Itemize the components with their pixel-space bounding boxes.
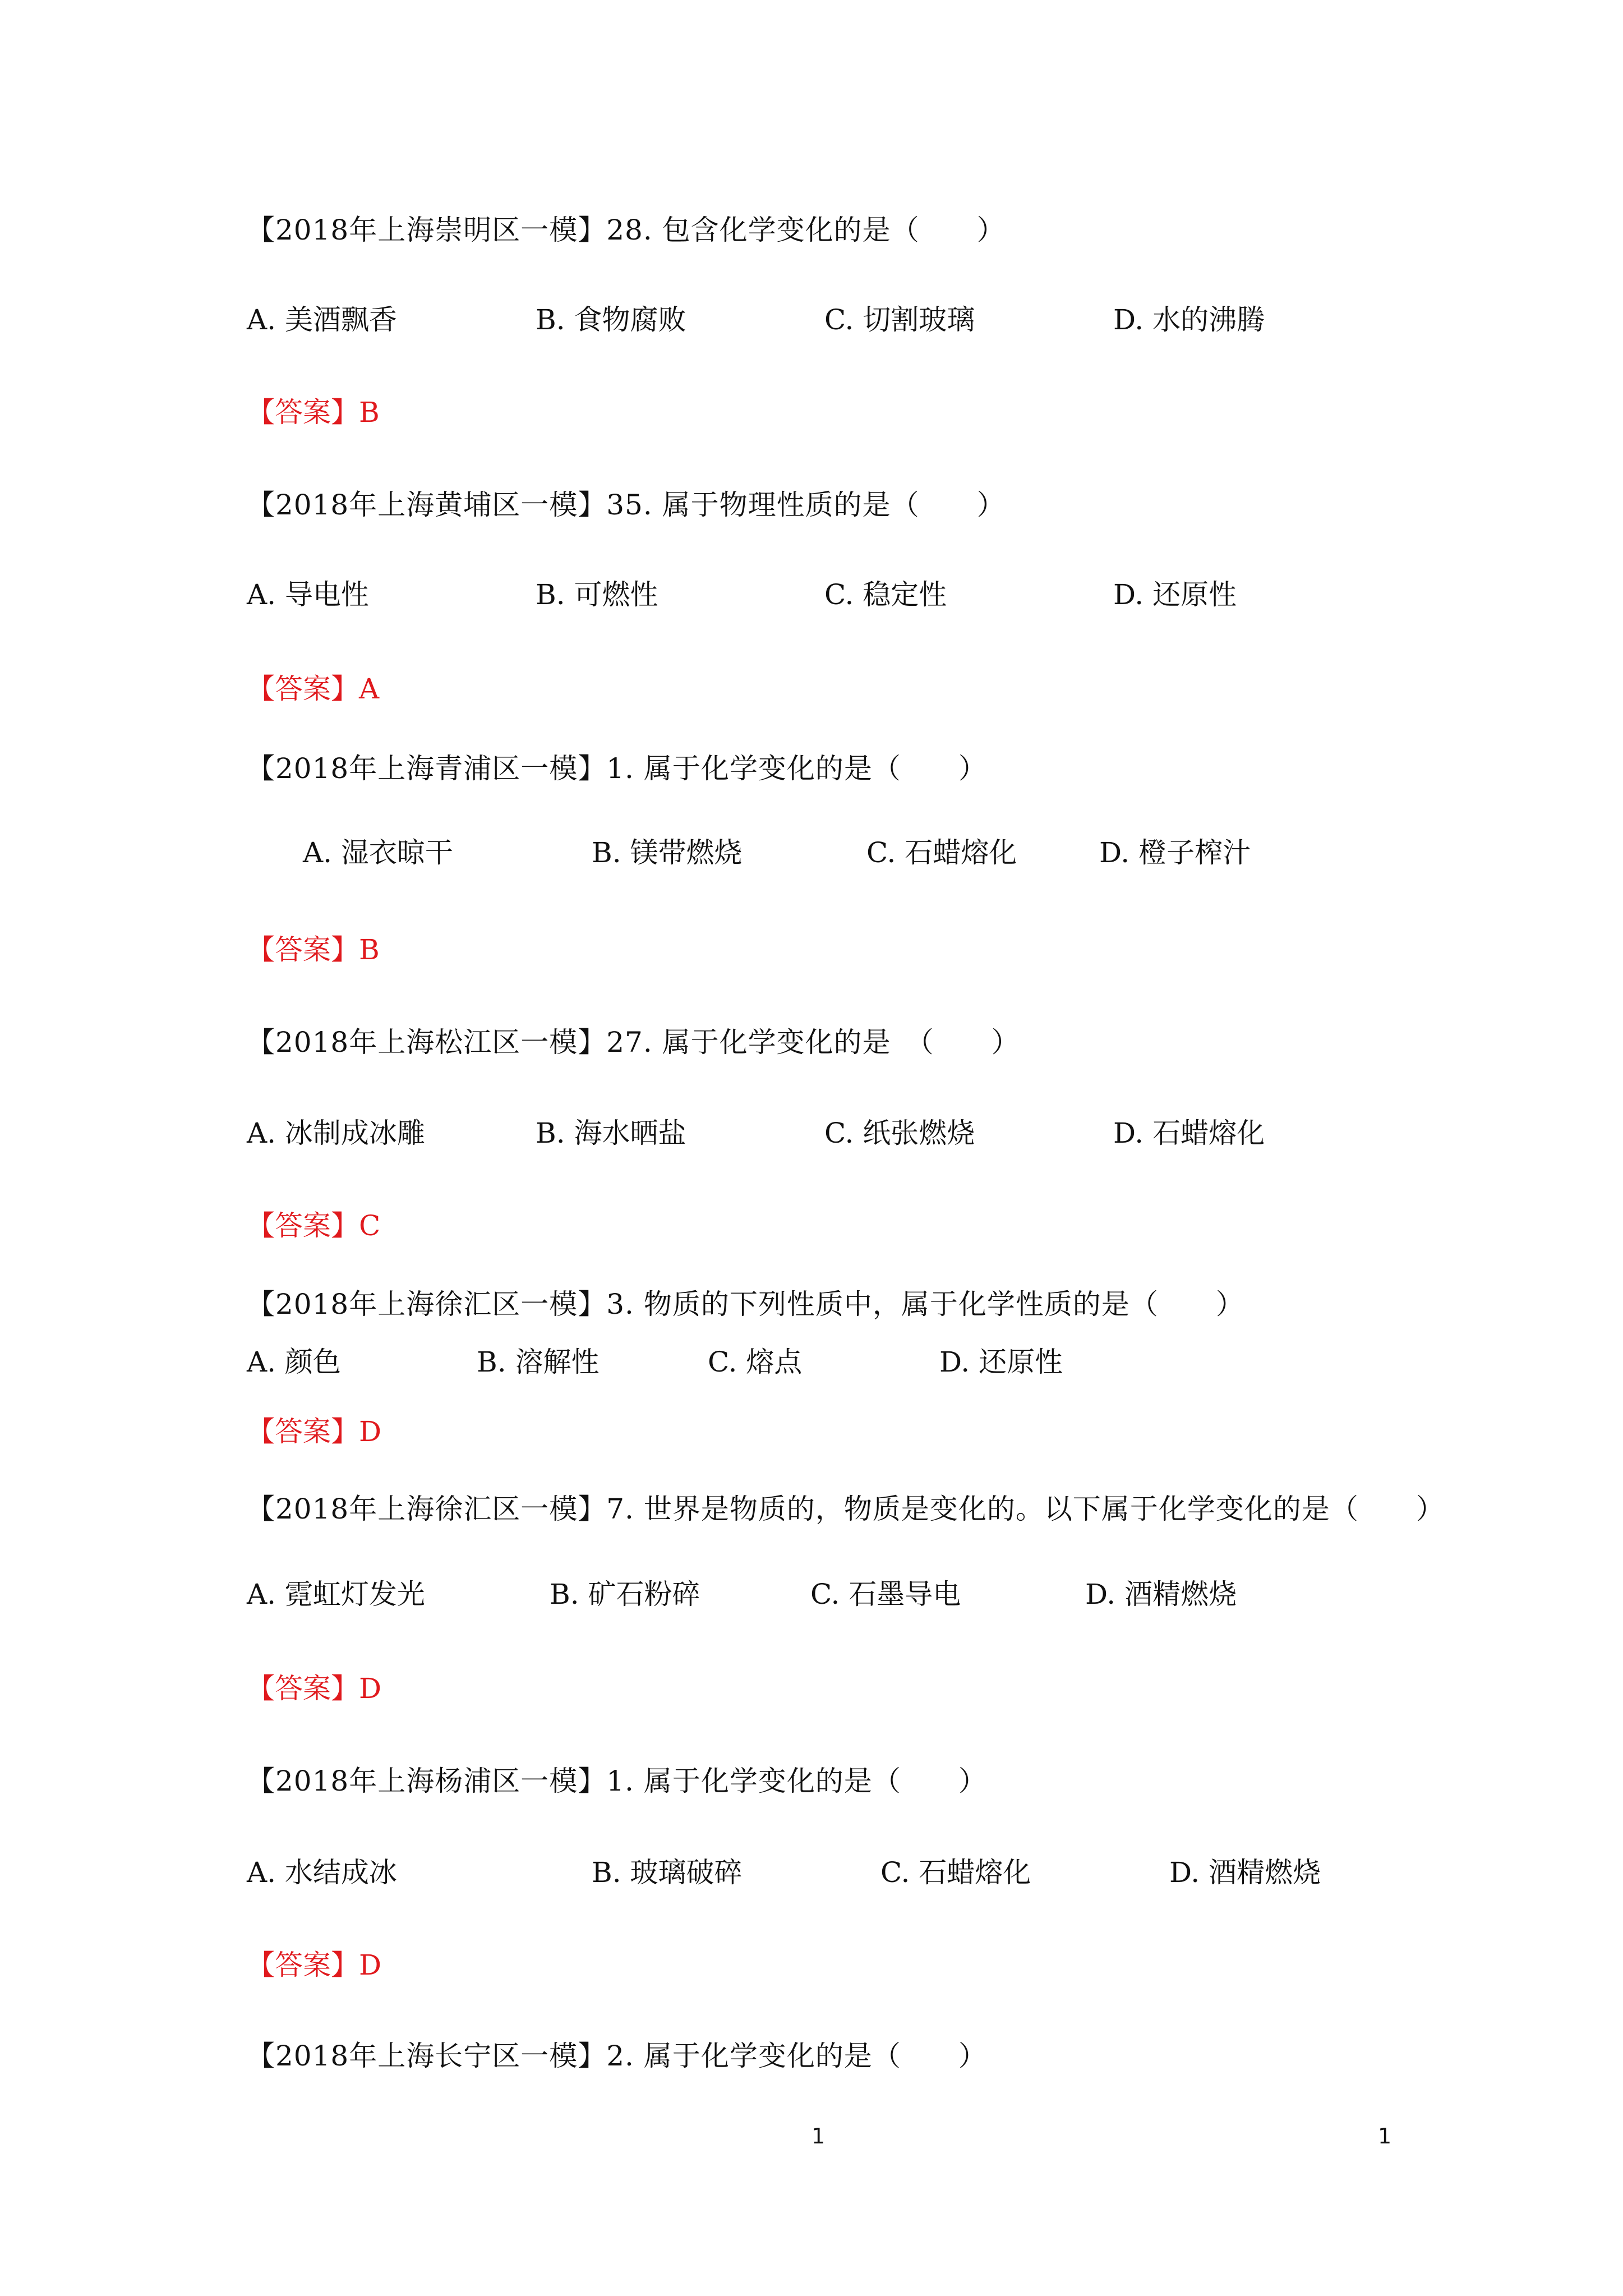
- option-d: D. 酒精燃烧: [1085, 1578, 1237, 1611]
- option-c: C. 石蜡熔化: [866, 836, 1017, 869]
- option-d: D. 还原性: [939, 1346, 1063, 1378]
- page-number-right: 1: [1378, 2124, 1392, 2148]
- option-d: D. 石蜡熔化: [1113, 1117, 1265, 1149]
- answer-label: 【答案】B: [247, 396, 380, 429]
- option-b: B. 溶解性: [477, 1346, 600, 1378]
- option-a: A. 霓虹灯发光: [247, 1578, 425, 1611]
- option-a: A. 颜色: [247, 1346, 341, 1378]
- question-stem: 【2018年上海黄埔区一模】35. 属于物理性质的是（ ）: [247, 489, 1006, 521]
- page-number-center: 1: [811, 2124, 826, 2148]
- option-c: C. 纸张燃烧: [824, 1117, 975, 1149]
- option-c: C. 熔点: [708, 1346, 803, 1378]
- answer-label: 【答案】A: [247, 673, 380, 705]
- question-stem: 【2018年上海长宁区一模】2. 属于化学变化的是（ ）: [247, 2040, 987, 2072]
- option-c: C. 稳定性: [824, 578, 947, 611]
- question-stem: 【2018年上海徐汇区一模】3. 物质的下列性质中，属于化学性质的是（ ）: [247, 1288, 1244, 1320]
- answer-label: 【答案】D: [247, 1949, 382, 1981]
- option-b: B. 玻璃破碎: [592, 1856, 743, 1889]
- option-a: A. 美酒飘香: [247, 303, 397, 336]
- answer-label: 【答案】C: [247, 1209, 381, 1242]
- answer-label: 【答案】D: [247, 1672, 382, 1705]
- question-stem: 【2018年上海徐汇区一模】7. 世界是物质的，物质是变化的。以下属于化学变化的是（ ）: [247, 1493, 1445, 1525]
- answer-label: 【答案】B: [247, 933, 380, 966]
- question-stem: 【2018年上海崇明区一模】28. 包含化学变化的是（ ）: [247, 214, 1006, 246]
- option-b: B. 镁带燃烧: [592, 836, 743, 869]
- option-b: B. 海水晒盐: [536, 1117, 686, 1149]
- option-c: C. 石墨导电: [810, 1578, 961, 1611]
- option-b: B. 食物腐败: [536, 303, 686, 336]
- option-b: B. 矿石粉碎: [550, 1578, 700, 1611]
- option-a: A. 冰制成冰雕: [247, 1117, 425, 1149]
- option-d: D. 橙子榨汁: [1099, 836, 1251, 869]
- option-a: A. 导电性: [247, 578, 369, 611]
- question-stem: 【2018年上海青浦区一模】1. 属于化学变化的是（ ）: [247, 752, 987, 785]
- option-d: D. 水的沸腾: [1113, 303, 1265, 336]
- question-stem: 【2018年上海杨浦区一模】1. 属于化学变化的是（ ）: [247, 1765, 987, 1797]
- question-stem: 【2018年上海松江区一模】27. 属于化学变化的是 （ ）: [247, 1026, 1020, 1059]
- option-c: C. 切割玻璃: [824, 303, 975, 336]
- option-b: B. 可燃性: [536, 578, 658, 611]
- option-a: A. 水结成冰: [247, 1856, 397, 1889]
- option-a: A. 湿衣晾干: [303, 836, 453, 869]
- option-d: D. 还原性: [1113, 578, 1237, 611]
- answer-label: 【答案】D: [247, 1415, 382, 1448]
- option-d: D. 酒精燃烧: [1169, 1856, 1321, 1889]
- option-c: C. 石蜡熔化: [880, 1856, 1031, 1889]
